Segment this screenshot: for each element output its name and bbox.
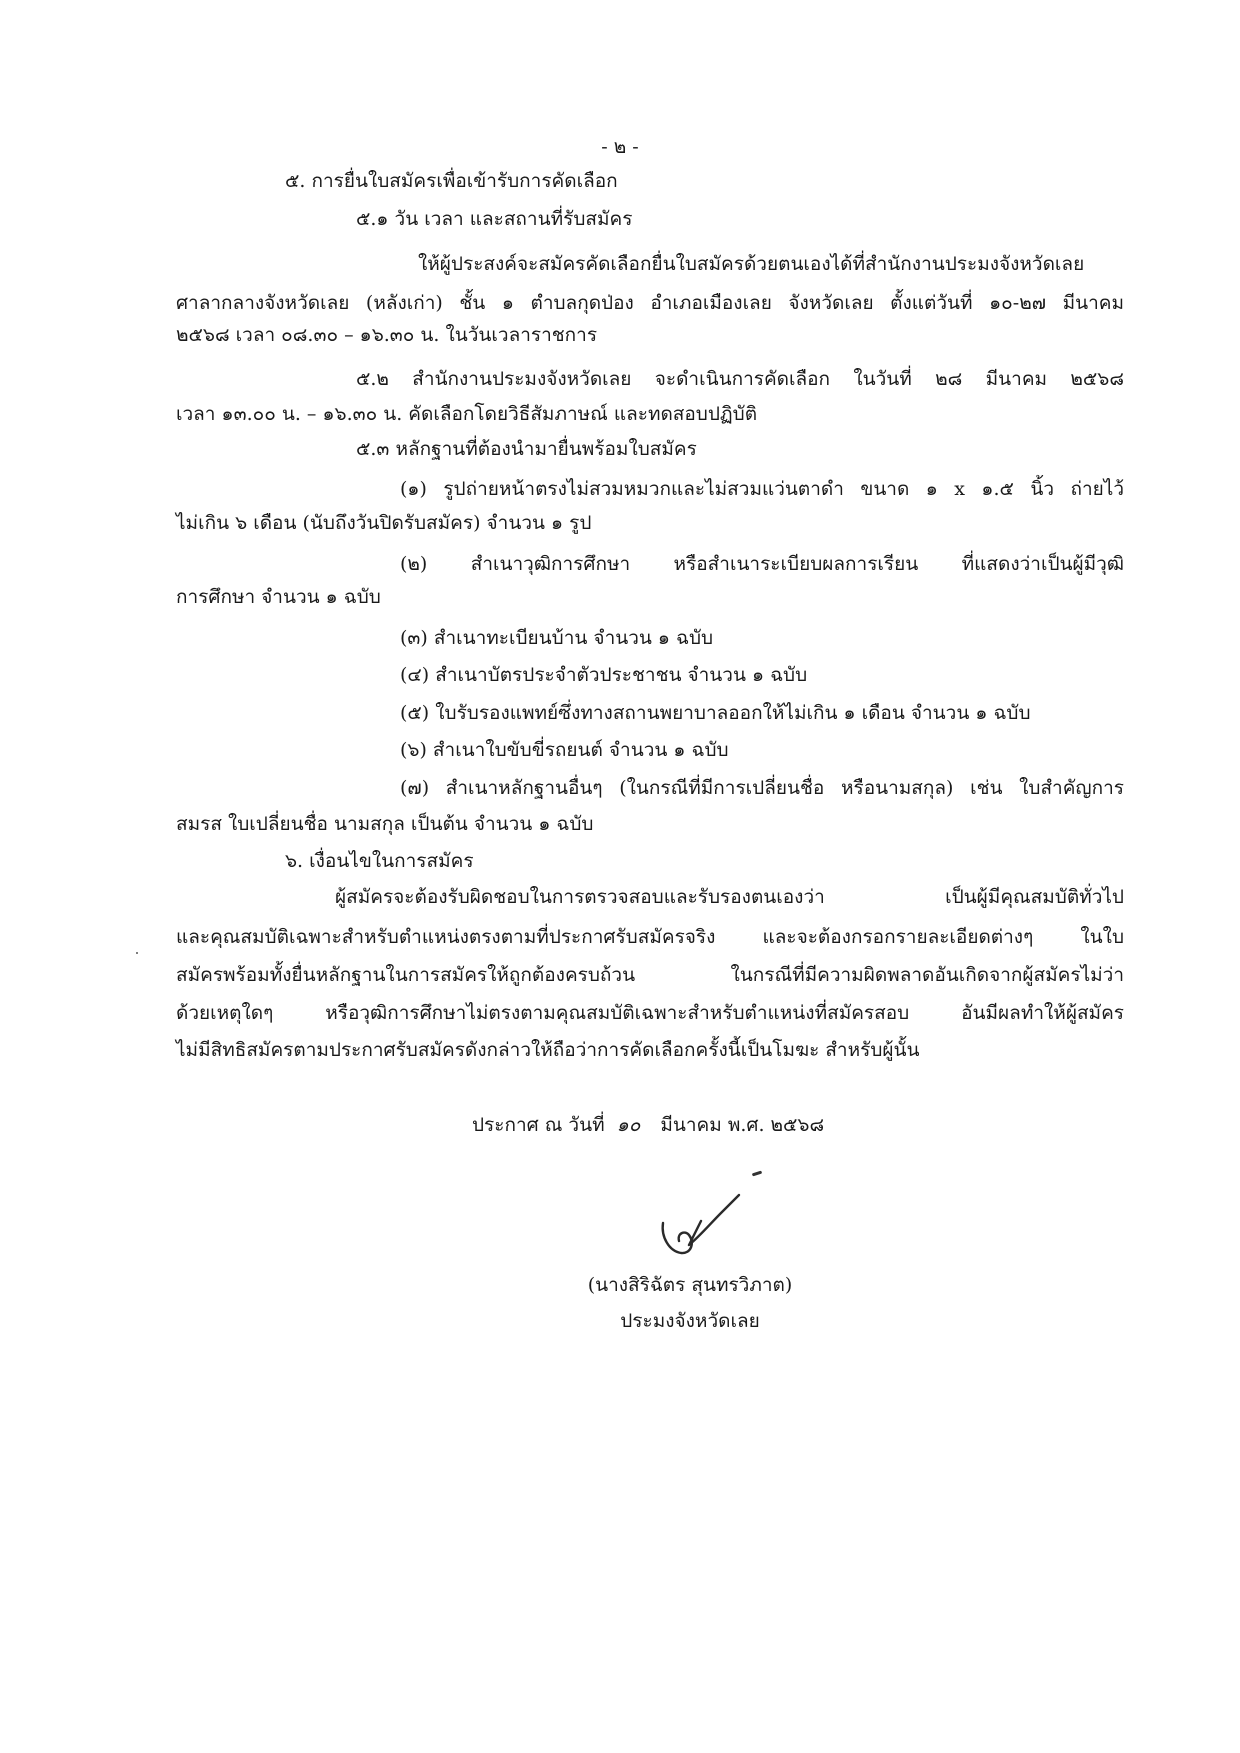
- section-5-1-heading: ๕.๑ วัน เวลา และสถานที่รับสมัคร: [356, 208, 633, 230]
- evidence-item-7-line-2: สมรส ใบเปลี่ยนชื่อ นามสกุล เป็นต้น จำนวน ๑ ฉบับ: [176, 813, 594, 835]
- evidence-item-1-line-2: ไม่เกิน ๖ เดือน (นับถึงวันปิดรับสมัคร) จำนวน ๑ รูป: [176, 512, 592, 534]
- section-6-line-3: สมัครพร้อมทั้งยื่นหลักฐานในการสมัครให้ถูกต้องครบถ้วน ในกรณีที่มีความผิดพลาดอันเกิดจากผู้สมัครไม่ว่า: [176, 964, 1124, 986]
- announcement-month-year: มีนาคม พ.ศ. ๒๕๖๘: [660, 1114, 825, 1136]
- section-5-2-line-2: เวลา ๑๓.๐๐ น. – ๑๖.๓๐ น. คัดเลือกโดยวิธีสัมภาษณ์ และทดสอบปฏิบัติ: [176, 403, 758, 425]
- section-5-1-line-2: ศาลากลางจังหวัดเลย (หลังเก่า) ชั้น ๑ ตำบลกุดป่อง อำเภอเมืองเลย จังหวัดเลย ตั้งแต่วันที่ ๑๐-๒๗ มีนาคม: [176, 292, 1124, 314]
- page-number: - ๒ -: [601, 136, 639, 158]
- section-5-1-line-3: ๒๕๖๘ เวลา ๐๘.๓๐ – ๑๖.๓๐ น. ในวันเวลาราชการ: [176, 324, 598, 346]
- section-6-line-5: ไม่มีสิทธิสมัครตามประกาศรับสมัครดังกล่าวให้ถือว่าการคัดเลือกครั้งนี้เป็นโมฆะ สำหรับผู้นั้น: [176, 1039, 920, 1061]
- section-5-1-line-1: ให้ผู้ประสงค์จะสมัครคัดเลือกยื่นใบสมัครด้วยตนเองได้ที่สำนักงานประมงจังหวัดเลย: [418, 253, 1085, 275]
- handwritten-signature: [655, 1185, 745, 1265]
- section-5-heading: ๕. การยื่นใบสมัครเพื่อเข้ารับการคัดเลือก: [285, 170, 618, 192]
- announcement-prefix: ประกาศ ณ วันที่: [472, 1114, 605, 1136]
- margin-dot: [136, 952, 138, 954]
- signatory-title: ประมงจังหวัดเลย: [620, 1310, 760, 1332]
- section-5-2-line-1: ๕.๒ สำนักงานประมงจังหวัดเลย จะดำเนินการคัดเลือก ในวันที่ ๒๘ มีนาคม ๒๕๖๘: [356, 368, 1124, 390]
- section-6-heading: ๖. เงื่อนไขในการสมัคร: [285, 850, 474, 872]
- evidence-item-7-line-1: (๗) สำเนาหลักฐานอื่นๆ (ในกรณีที่มีการเปลี่ยนชื่อ หรือนามสกุล) เช่น ใบสำคัญการ: [400, 777, 1124, 799]
- evidence-item-2-line-2: การศึกษา จำนวน ๑ ฉบับ: [176, 586, 381, 608]
- section-5-3-heading: ๕.๓ หลักฐานที่ต้องนำมายื่นพร้อมใบสมัคร: [356, 438, 697, 460]
- evidence-item-3: (๓) สำเนาทะเบียนบ้าน จำนวน ๑ ฉบับ: [400, 627, 714, 649]
- evidence-item-2-line-1: (๒) สำเนาวุฒิการศึกษา หรือสำเนาระเบียบผลการเรียน ที่แสดงว่าเป็นผู้มีวุฒิ: [400, 553, 1124, 575]
- signatory-name: (นางสิริฉัตร สุนทรวิภาต): [587, 1274, 793, 1296]
- announcement-day: ๑๐: [616, 1114, 641, 1136]
- section-6-line-4: ด้วยเหตุใดๆ หรือวุฒิการศึกษาไม่ตรงตามคุณสมบัติเฉพาะสำหรับตำแหน่งที่สมัครสอบ อันมีผลทำให้ผู้สมัคร: [176, 1002, 1124, 1024]
- section-6-line-2: และคุณสมบัติเฉพาะสำหรับตำแหน่งตรงตามที่ประกาศรับสมัครจริง และจะต้องกรอกรายละเอียดต่างๆ ในใบ: [176, 926, 1124, 948]
- ink-speck: [752, 1171, 762, 1177]
- evidence-item-5: (๕) ใบรับรองแพทย์ซึ่งทางสถานพยาบาลออกให้ไม่เกิน ๑ เดือน จำนวน ๑ ฉบับ: [400, 702, 1031, 724]
- evidence-item-4: (๔) สำเนาบัตรประจำตัวประชาชน จำนวน ๑ ฉบับ: [400, 664, 808, 686]
- evidence-item-1-line-1: (๑) รูปถ่ายหน้าตรงไม่สวมหมวกและไม่สวมแว่นตาดำ ขนาด ๑ x ๑.๕ นิ้ว ถ่ายไว้: [400, 478, 1124, 500]
- announcement-date: [472, 1112, 824, 1138]
- evidence-item-6: (๖) สำเนาใบขับขี่รถยนต์ จำนวน ๑ ฉบับ: [400, 739, 729, 761]
- section-6-line-1: ผู้สมัครจะต้องรับผิดชอบในการตรวจสอบและรับรองตนเองว่า เป็นผู้มีคุณสมบัติทั่วไป: [335, 886, 1124, 908]
